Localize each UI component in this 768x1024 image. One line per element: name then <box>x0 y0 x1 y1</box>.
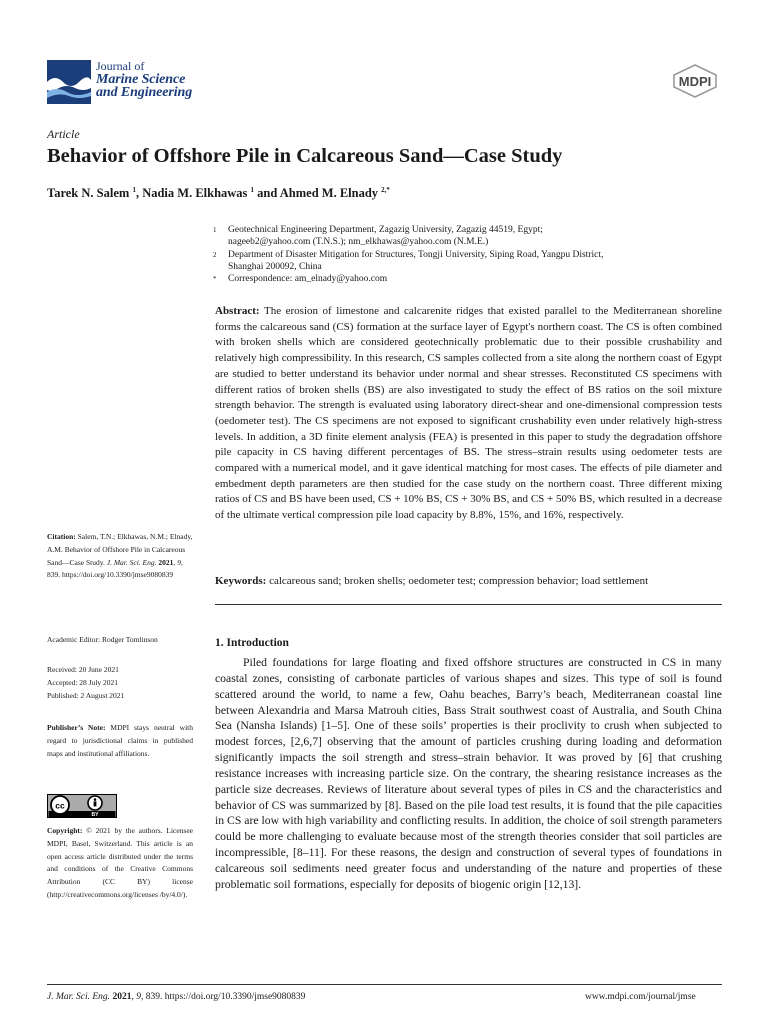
footer-journal: J. Mar. Sci. Eng. <box>47 992 111 1002</box>
affiliation-mark: * <box>213 275 217 284</box>
footer-volume: 9 <box>136 992 141 1002</box>
footer-divider <box>47 984 722 985</box>
copyright-text: © 2021 by the authors. Licensee MDPI, Basel, Switzerland. This article is an open access article distributed under the terms and conditions of the Creative Commons Attribution (CC BY) license (http://creativecommons.org/licenses /by/4.0/). <box>47 826 194 899</box>
keywords-label: Keywords: <box>215 575 267 587</box>
journal-name-line2: Marine Science <box>96 72 186 87</box>
citation-text: Salem, T.N.; Elkhawas, N.M.; Elnady, A.M. Behavior of Offshore Pile in Calcareous Sand—Case Study. <box>47 532 193 567</box>
accepted-date: Accepted: 28 July 2021 <box>47 677 119 687</box>
affiliation-text <box>228 273 723 285</box>
cc-badge-by-text: BY <box>91 812 99 818</box>
keywords <box>215 574 722 590</box>
affiliation-mark: 1 <box>213 226 217 234</box>
author-conjunction: and <box>257 186 278 201</box>
affiliation-line: Geotechnical Engineering Department, Zagazig University, Zagazig 44519, Egypt; <box>228 225 543 235</box>
citation-page: 839. <box>47 570 61 580</box>
affiliation-item <box>213 224 723 249</box>
cc-by-license-icon[interactable] <box>47 794 117 818</box>
affiliation-text <box>228 224 723 249</box>
footer-journal-url[interactable]: www.mdpi.com/journal/jmse <box>585 992 696 1002</box>
author-name: Tarek N. Salem <box>47 186 130 201</box>
footer-citation: J. Mar. Sci. Eng. 2021, 9, 839. https://doi.org/10.3390/jmse9080839 <box>47 992 306 1002</box>
received-date: Received: 20 June 2021 <box>47 665 119 674</box>
abstract-label: Abstract: <box>215 305 260 317</box>
svg-text:cc: cc <box>55 800 65 811</box>
author-affiliation-mark: 1 <box>132 186 136 194</box>
affiliation-line: Correspondence: am_elnady@yahoo.com <box>228 274 388 285</box>
mdpi-logo-text: MDPI <box>678 74 712 89</box>
affiliation-line: nageeb2@yahoo.com (T.N.S.); nm_elkhawas@yahoo.com (N.M.E.) <box>228 237 489 248</box>
affiliation-line: Shanghai 200092, China <box>228 261 322 272</box>
author-affiliation-mark: 2,* <box>381 186 390 194</box>
copyright-label: Copyright: <box>47 826 83 835</box>
section-divider <box>215 604 722 605</box>
keywords-text: calcareous sand; broken shells; oedometer test; compression behavior; load settlement <box>269 575 649 587</box>
affiliation-mark: 2 <box>213 250 217 259</box>
journal-name-line3: and Engineering <box>96 85 193 100</box>
affiliation-text <box>228 249 723 274</box>
affiliation-item <box>213 249 723 274</box>
published-date: Published: 2 August 2021 <box>47 690 125 700</box>
citation-block: Citation: Salem, T.N.; Elkhawas, N.M.; Elnady, A.M. Behavior of Offshore Pile in Calcareous Sand—Case Study. J. Mar. Sci. Eng. 2021, 9, 839. https://doi.org/10.3390/jmse9080839 <box>47 532 193 580</box>
journal-logo-icon <box>47 60 91 104</box>
publisher-note-label: Publisher’s Note: <box>47 723 106 732</box>
mdpi-logo-icon <box>670 64 720 98</box>
affiliations <box>213 224 723 285</box>
footer-doi[interactable]: 839. https://doi.org/10.3390/jmse9080839 <box>145 992 306 1002</box>
citation-journal: J. Mar. Sci. Eng. <box>106 557 157 567</box>
citation-year: 2021 <box>158 557 174 567</box>
citation-doi-link[interactable]: https://doi.org/10.3390/jmse9080839 <box>62 570 174 580</box>
footer-year: 2021 <box>112 992 132 1002</box>
paper-title: Behavior of Offshore Pile in Calcareous Sand—Case Study <box>47 145 563 167</box>
copyright-notice <box>47 825 193 902</box>
publisher-note <box>47 722 193 760</box>
publisher-note-text: MDPI stays neutral with regard to jurisdictional claims in published maps and institutional affiliations. <box>47 723 193 758</box>
author-name: Ahmed M. Elnady <box>279 186 379 201</box>
journal-name-line1: Journal of <box>96 59 145 73</box>
publication-dates <box>47 664 193 702</box>
author-affiliation-mark: 1 <box>250 186 255 194</box>
affiliation-item <box>213 273 723 285</box>
academic-editor: Academic Editor: Rodger Tomlinson <box>47 635 158 644</box>
abstract-text: The erosion of limestone and calcarenite ridges that existed parallel to the Mediterranean shoreline forms the calcareous sand (CS) formation at the surface layer of Egypt's northern coast. The CS is often combined with broken shells which are considered geotechnically problematic due to their possible crushability and relatively high compressibility. In this research, CS samples collected from a site along the northern coast of Egypt are studied to better understand its behavior under normal and shear stresses. Reconstituted CS specimens with different ratios of broken shells (BS) are also investigated to study the effect of BS ratios on the soil mixture strength behavior. The strength is evaluated using laboratory direct-shear and one-dimensional compression tests (oedometer test). The CS specimens are not exposed to significant crushability even under relatively high-stress levels. In addition, a 3D finite element analysis (FEA) is presented in this paper to study the degradation offshore pile capacity in CS having different percentages of BS. The stress–strain results using oedometer tests are compared with a numerical model, and it gave identical matching for most cases. The effects of pile diameter and embedment depth parameters are then studied for the case study on the northern coast. Three different mixing ratios of CS and BS have been used, CS + 10% BS, CS + 30% BS, and CS + 50% BS, which resulted in a decrease of the ultimate vertical compression pile load capacity by 8.8%, 15%, and 16%, respectively. <box>215 305 722 522</box>
citation-label: Citation: <box>47 532 76 541</box>
citation-volume: 9 <box>177 557 181 567</box>
introduction-paragraph: Piled foundations for large floating and fixed offshore structures are constructed in CS in many coastal zones, consisting of carbonate particles of various shapes and sizes. This type of soil is found scattered around the world, to name a few, Oahu beaches, Barry’s beach, Mediterranean coastal line between Alexandria and Marsa Matrouh cities, Bass Strait southwest coast of Australia, and South China Sea (Nansha Islands) [1–5]. One of these soils’ properties is their proclivity to crush when subjected to modest forces, [2,6,7] observing that the amount of particles crushing during loading and deformation significantly impacts the soil strength and stress–strain behavior. It was proved by [6] that crushing resistance increases with increasing particle size. On the contrary, the shearing resistance increases as the particle size decreases. Reviews of literature about several types of piles in CS and the characteristics and behavior of CS was summarized by [8]. Based on the pile load test results, it is found that the pile capacities in CS are low with high variability and conflicting results. In addition, the choice of soil strength parameters could be more challenging to evaluate because most of the strength theories consider that soil particles are incompressible, [8–11]. For these reasons, the design and construction of several types of foundations in calcareous soil sediments need greater focus and understanding of the nature and properties of these problematic soil formations, especially for deposits of biogenic origin [12,13]. <box>215 656 722 891</box>
abstract <box>215 304 722 524</box>
author-list: Tarek N. Salem $^1$, Nadia M. Elkhawas $^1$ and Ahmed M. Elnady $^{2,*}$ <box>47 186 390 201</box>
article-type: Article <box>47 127 80 141</box>
section-heading: 1. Introduction <box>215 637 289 649</box>
affiliation-line: Department of Disaster Mitigation for Structures, Tongji University, Siping Road, Yangpu District, <box>228 249 604 260</box>
author-name: Nadia M. Elkhawas <box>142 186 248 201</box>
journal-name <box>96 60 192 99</box>
